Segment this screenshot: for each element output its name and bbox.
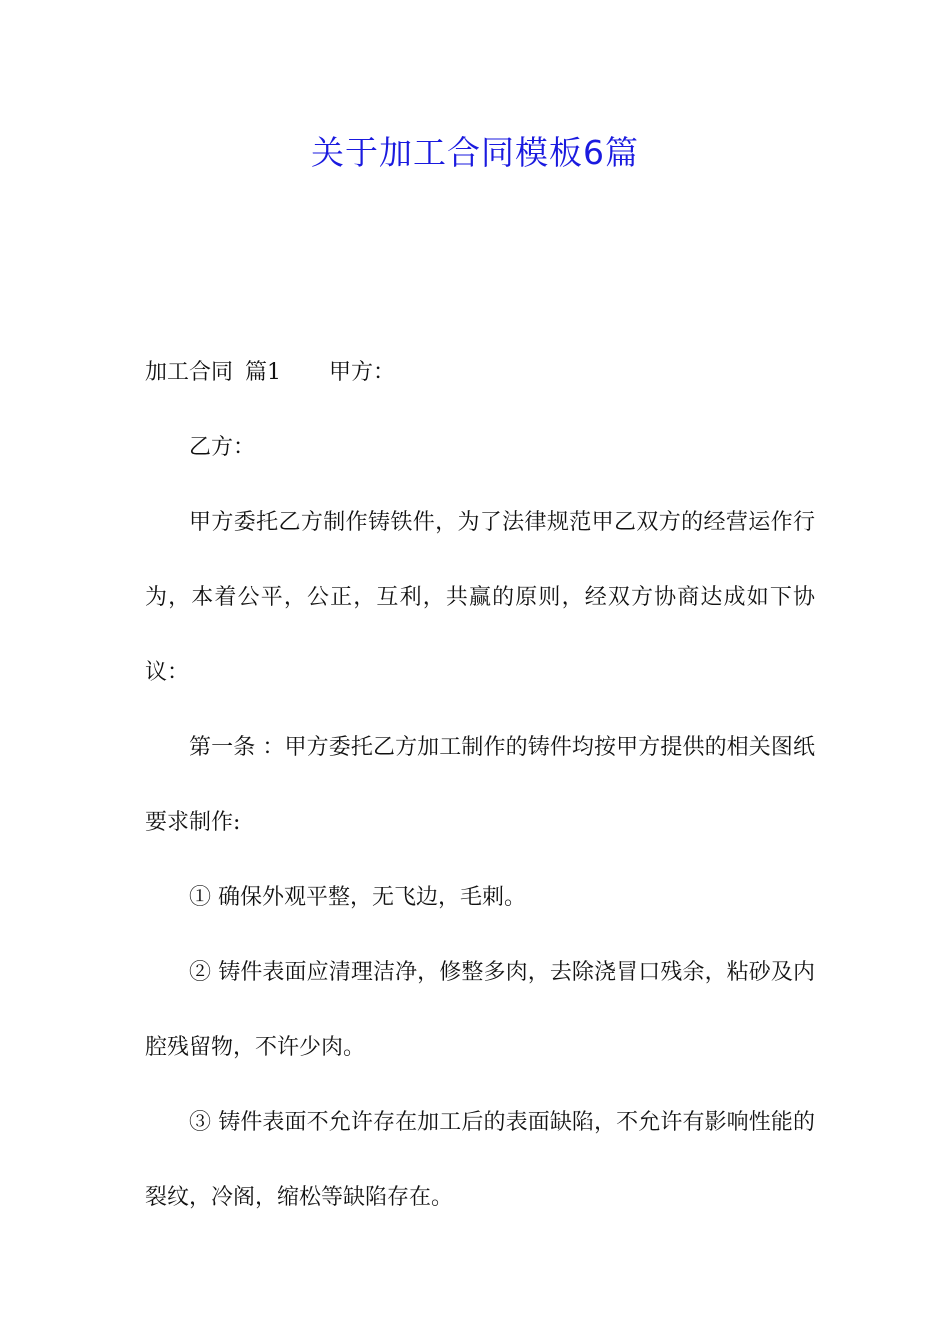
document-body	[145, 335, 815, 1235]
section-heading	[145, 335, 815, 410]
requirement-item-3: ③ 铸件表面不允许存在加工后的表面缺陷，不允许有影响性能的裂纹，冷阁，缩松等缺陷存在。	[145, 1110, 815, 1210]
section-number: 篇1	[245, 360, 282, 385]
intro-paragraph: 甲方委托乙方制作铸铁件，为了法律规范甲乙双方的经营运作行为，本着公平，公正，互利，共赢的原则，经双方协商达成如下协议：	[145, 510, 815, 685]
section-label: 加工合同	[145, 360, 234, 385]
article-one-paragraph: 第一条 ：甲方委托乙方加工制作的铸件均按甲方提供的相关图纸要求制作:	[145, 735, 815, 835]
party-a-label: 甲方：	[329, 360, 396, 385]
requirement-item-2: ② 铸件表面应清理洁净，修整多肉，去除浇冒口残余，粘砂及内腔残留物，不许少肉。	[145, 960, 815, 1060]
party-b-label: 乙方：	[189, 435, 256, 460]
requirement-item-1: ① 确保外观平整，无飞边，毛刺。	[189, 885, 526, 910]
document-title: 关于加工合同模板6篇	[311, 133, 639, 172]
